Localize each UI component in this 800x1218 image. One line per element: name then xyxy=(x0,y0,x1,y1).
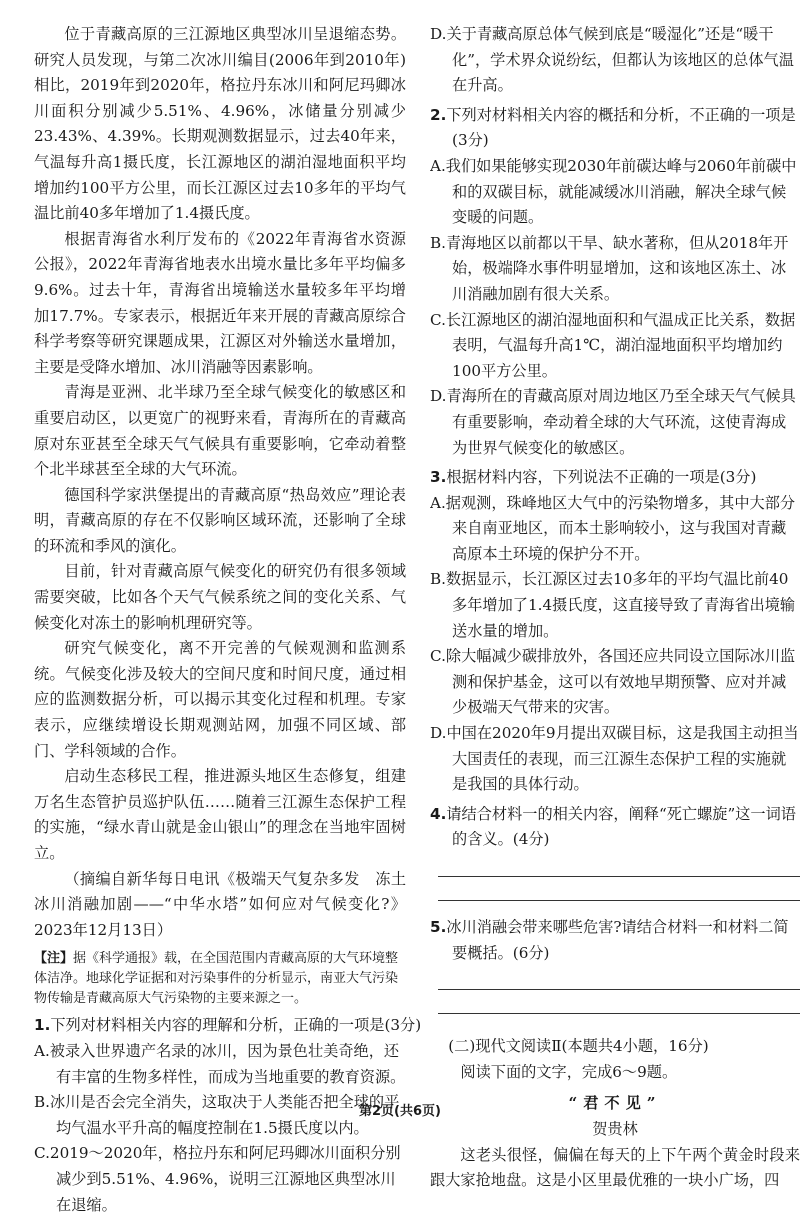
question-2-number: 2. xyxy=(430,105,447,124)
question-3 xyxy=(430,465,800,798)
question-3-number: 3. xyxy=(430,468,447,487)
question-5-number: 5. xyxy=(430,918,447,936)
note-label: 【注】 xyxy=(34,951,74,967)
question-5-answer-line-2[interactable] xyxy=(438,1012,800,1014)
source-citation: （摘编自新华每日电讯《极端天气复杂多发 冻土冰川消融加剧——“中华水塔”如何应对气候变化?》2023年12月13日） xyxy=(34,869,406,939)
left-column xyxy=(34,22,422,1218)
question-1-option-d[interactable]: D.关于青藏高原总体气候到底是“暖湿化”还是“暖干化”，学术界众说纷纭，但都认为该地区的总体气温在升高。 xyxy=(430,25,794,95)
question-4 xyxy=(430,802,800,901)
question-2-option-b[interactable]: B.青海地区以前都以干旱、缺水著称，但从2018年开始，极端降水事件明显增加，这和该地区冻土、冰川消融加剧有很大关系。 xyxy=(430,233,789,303)
material-paragraph-6: 研究气候变化，离不开完善的气候观测和监测系统。气候变化涉及较大的空间尺度和时间尺度，通过相应的监测数据分析，可以揭示其变化过程和机理。专家表示，应继续增设长期观测站网，加强不同区域、部门、学科领域的合作。 xyxy=(34,639,406,760)
question-4-number: 4. xyxy=(430,804,447,823)
question-5 xyxy=(430,915,800,1014)
material-paragraph-1: 位于青藏高原的三江源地区典型冰川呈退缩态势。研究人员发现，与第二次冰川编目(2006年到2010年)相比，2019年到2020年，格拉丹东冰川和阿尼玛卿冰川面积分别减少5.51%、4.96%，冰储量分别减少23.43%、4.39%。长期观测数据显示，过去40年来，气温每升高1摄氏度，长江源地区的湖泊湿地面积平均增加约100平方公里，而长江源区过去10多年的平均气温比前40多年增加了1.4摄氏度。 xyxy=(34,25,406,223)
story-paragraph-1: 这老头很怪，偏偏在每天的上下午两个黄金时段来跟大家抢地盘。这是小区里最优雅的一块小广场，四 xyxy=(430,1145,800,1190)
question-1-stem-text: 下列对材料相关内容的理解和分析，正确的一项是(3分) xyxy=(50,1016,422,1035)
question-2-option-d[interactable]: D.青海所在的青藏高原对周边地区乃至全球天气气候具有重要影响，牵动着全球的大气环流，这使青海成为世界气候变化的敏感区。 xyxy=(430,387,796,457)
reading-instruction: 阅读下面的文字，完成6～9题。 xyxy=(460,1062,678,1081)
question-4-stem-text: 请结合材料一的相关内容，阐释“死亡螺旋”这一词语的含义。(4分) xyxy=(446,804,796,849)
question-2-stem-text: 下列对材料相关内容的概括和分析，不正确的一项是(3分) xyxy=(446,105,796,150)
question-3-option-b[interactable]: B.数据显示，长江源区过去10多年的平均气温比前40多年增加了1.4摄氏度，这直接导致了青海省出境输送水量的增加。 xyxy=(430,570,796,640)
question-5-stem xyxy=(430,915,800,966)
question-1-option-c[interactable]: C.2019～2020年，格拉丹东和阿尼玛卿冰川面积分别减少到5.51%、4.96%，说明三江源地区典型冰川在退缩。 xyxy=(34,1144,401,1214)
right-column xyxy=(430,22,800,1194)
question-1-number: 1. xyxy=(34,1016,51,1035)
material-paragraph-7: 启动生态移民工程，推进源头地区生态修复，组建万名生态管护员巡护队伍……随着三江源生态保护工程的实施，“绿水青山就是金山银山”的理念在当地牢固树立。 xyxy=(34,767,406,862)
question-1-option-b[interactable]: B.冰川是否会完全消失，这取决于人类能否把全球的平均气温水平升高的幅度控制在1.5摄氏度以内。 xyxy=(34,1093,400,1137)
material-paragraph-4: 德国科学家洪堡提出的青藏高原“热岛效应”理论表明，青藏高原的存在不仅影响区域环流，还影响了全球的环流和季风的演化。 xyxy=(34,485,406,555)
question-2-option-a[interactable]: A.我们如果能够实现2030年前碳达峰与2060年前碳中和的双碳目标，就能减缓冰川消融，解决全球气候变暖的问题。 xyxy=(430,156,797,227)
question-4-answer-line-2[interactable] xyxy=(438,899,800,901)
question-3-option-c[interactable]: C.除大幅减少碳排放外，各国还应共同设立国际冰川监测和保护基金，这可以有效地早期预警、应对并减少极端天气带来的灾害。 xyxy=(430,647,796,717)
story-title: “君不见” xyxy=(568,1094,662,1113)
note xyxy=(34,949,406,1009)
question-2-stem xyxy=(430,103,800,154)
material-paragraph-2: 根据青海省水利厅发布的《2022年青海省水资源公报》，2022年青海省地表水出境水量比多年平均偏多9.6%。过去十年，青海省出境输送水量较多年平均增加17.7%。专家表示，根据近年来开展的青藏高原综合科学考察等研究课题成果，江源区对外输送水量增加，主要是受降水增加、冰川消融等因素影响。 xyxy=(34,229,406,376)
section-heading: (二)现代文阅读Ⅱ(本题共4小题，16分) xyxy=(448,1037,709,1056)
material-paragraph-3: 青海是亚洲、北半球乃至全球气候变化的敏感区和重要启动区，以更宽广的视野来看，青海所在的青藏高原对东亚甚至全球天气气候具有重要影响，它牵动着整个北半球甚至全球的大气环流。 xyxy=(34,383,406,479)
question-4-stem xyxy=(430,802,800,853)
page-footer: 第2页(共6页) xyxy=(359,1104,441,1119)
question-2-option-c[interactable]: C.长江源地区的湖泊湿地面积和气温成正比关系，数据表明，气温每升高1℃，湖泊湿地面积平均增加约100平方公里。 xyxy=(430,310,796,380)
question-5-stem-text: 冰川消融会带来哪些危害?请结合材料一和材料二简要概括。(6分) xyxy=(446,918,789,962)
question-3-option-a[interactable]: A.据观测，珠峰地区大气中的污染物增多，其中大部分来自南亚地区，而本土影响较小，这与我国对青藏高原本土环境的保护分不开。 xyxy=(430,493,796,563)
note-text: 据《科学通报》载，在全国范围内青藏高原的大气环境整体洁净。地球化学证据和对污染事件的分析显示，南亚大气污染物传输是青藏高原大气污染物的主要来源之一。 xyxy=(34,951,399,1007)
question-1-option-a[interactable]: A.被录入世界遗产名录的冰川，因为景色壮美奇绝，还有丰富的生物多样性，而成为当地重要的教育资源。 xyxy=(34,1041,406,1086)
question-3-stem-text: 根据材料内容，下列说法不正确的一项是(3分) xyxy=(446,468,757,487)
question-4-answer-line-1[interactable] xyxy=(438,875,800,877)
question-2 xyxy=(430,103,800,461)
question-3-stem xyxy=(430,465,800,491)
question-1-stem xyxy=(34,1013,422,1039)
story-author: 贺贵林 xyxy=(592,1119,638,1138)
question-5-answer-line-1[interactable] xyxy=(438,988,800,990)
question-3-option-d[interactable]: D.中国在2020年9月提出双碳目标，这是我国主动担当大国责任的表现，而三江源生态保护工程的实施就是我国的具体行动。 xyxy=(430,724,799,794)
material-paragraph-5: 目前，针对青藏高原气候变化的研究仍有很多领域需要突破，比如各个天气气候系统之间的变化关系、气候变化对冻土的影响机理研究等。 xyxy=(34,562,406,632)
